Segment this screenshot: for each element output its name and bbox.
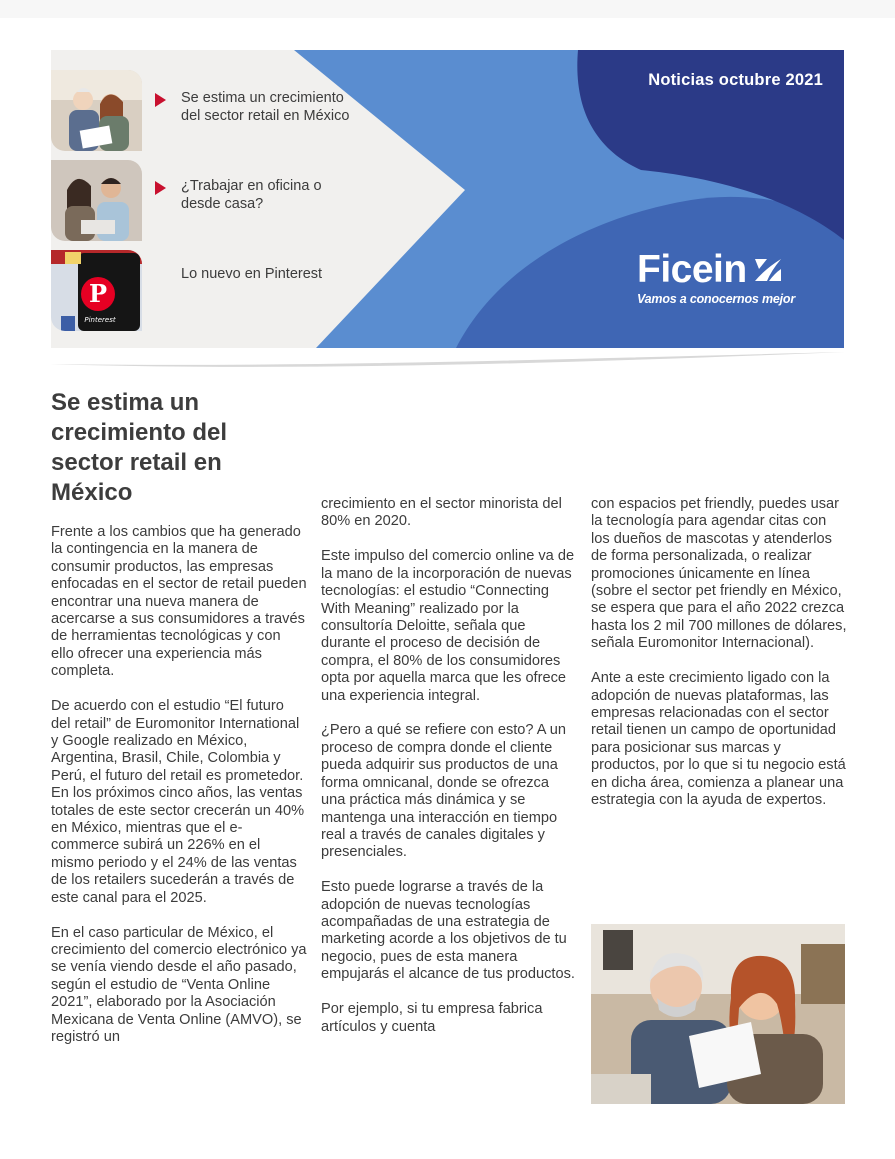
toc-item-label: Se estima un crecimiento del sector retail en México xyxy=(181,90,350,124)
paragraph: Por ejemplo, si tu empresa fabrica artículos y cuenta xyxy=(321,1001,543,1035)
logo-tagline: Vamos a conocernos mejor xyxy=(637,292,795,306)
toc-item-label: Lo nuevo en Pinterest xyxy=(181,266,323,282)
pinterest-app-label: Pinterest xyxy=(84,316,116,324)
toc-arrow-icon xyxy=(155,181,166,195)
logo-swoosh-icon xyxy=(753,255,783,285)
header-divider-swoosh xyxy=(0,348,895,372)
paragraph: Esto puede lograrse a través de la adopción de nuevas tecnologías acompañadas de una estrategia de marketing acorde a los objetivos de tu negocio, pues de esta manera empujarás el alcance de tus productos. xyxy=(321,879,575,983)
logo-wordmark: Ficein xyxy=(637,248,747,291)
page-top-strip xyxy=(0,0,895,18)
thumbnail-pinterest-phone xyxy=(51,250,142,331)
paragraph: Ante a este crecimiento ligado con la adopción de nuevas plataformas, las empresas relacionadas con el sector retail tienen un campo de oportunidad para posicionar sus marcas y productos, por lo que si tu negocio está en dicha área, comienza a planear una estrategia con la ayuda de expertos. xyxy=(591,670,846,808)
toc-arrow-icon xyxy=(155,93,166,107)
article-headline: Se estima un crecimiento del sector retail en México xyxy=(51,389,228,506)
issue-title: Noticias octubre 2021 xyxy=(648,71,823,89)
paragraph: Frente a los cambios que ha generado la contingencia en la manera de consumir productos, las empresas enfocadas en el sector de retail pueden encontrar una nueva manera de acercarse a sus consumidores a través de herramientas tecnológicas y con ello ofrecer una experiencia más completa. xyxy=(51,524,307,680)
paragraph: De acuerdo con el estudio “El futuro del retail” de Euromonitor International y Google realizado en México, Argentina, Brasil, Chile, Colombia y Perú, el futuro del retail es prometedor. En los próximos cinco años, las ventas totales de este sector crecerán un 40% en México, mientras que el e-commerce subirá un 226% en el mismo periodo y el 24% de las ventas de los retailers sucederán a través de este canal para el 2025. xyxy=(51,698,305,906)
svg-text:P: P xyxy=(88,279,108,308)
article-column-2 xyxy=(321,496,577,1053)
newsletter-header xyxy=(51,50,844,348)
thumbnail-work-from-home xyxy=(51,160,142,241)
toc-item-label: ¿Trabajar en oficina o desde casa? xyxy=(181,178,322,212)
article-column-1 xyxy=(51,524,307,1064)
ficein-logo xyxy=(637,250,807,306)
thumbnail-retail-couple xyxy=(51,70,142,151)
paragraph: con espacios pet friendly, puedes usar la tecnología para agendar citas con los dueños de mascotas y atenderlos de forma personalizada, o realizar promociones únicamente en línea (sobre el sector pet friendly en México, se espera que para el año 2022 crezca hasta los 2 mil 700 millones de dólares, señala Euromonitor Internacional). xyxy=(591,496,847,652)
paragraph: crecimiento en el sector minorista del 80% en 2020. xyxy=(321,496,562,530)
paragraph: En el caso particular de México, el crecimiento del comercio electrónico ya se venía viendo desde el año pasado, según el estudio de “Venta Online 2021”, elaborado por la Asociación Mexicana de Venta Online (AMVO), se registró un xyxy=(51,924,307,1045)
article-column-3 xyxy=(591,496,847,827)
article-photo-couple xyxy=(591,924,845,1104)
paragraph: ¿Pero a qué se refiere con esto? A un proceso de compra donde el cliente pueda adquirir sus productos de una forma omnicanal, donde se ofrezca una práctica más dinámica y se mantenga una interacción en tiempo real a través de canales digitales y presenciales. xyxy=(321,722,567,861)
paragraph: Este impulso del comercio online va de la mano de la incorporación de nuevas tecnologías: el estudio “Connecting With Meaning” realizado por la consultoría Deloitte, señala que durante el proceso de decisión de compra, el 80% de los consumidores opta por aquella marca que les ofrece una experiencia integral. xyxy=(321,548,575,704)
